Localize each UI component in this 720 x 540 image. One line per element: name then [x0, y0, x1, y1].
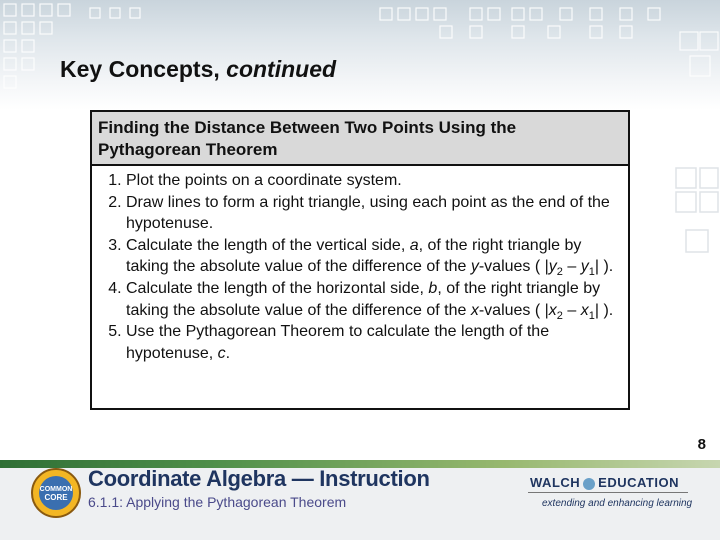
- lesson-subtitle: 6.1.1: Applying the Pythagorean Theorem: [88, 494, 347, 510]
- step-5-end: .: [225, 344, 231, 362]
- common-core-badge-icon: [30, 467, 82, 519]
- svg-text:COMMON: COMMON: [39, 486, 73, 493]
- step-item: [126, 192, 618, 235]
- slide-title-continued: continued: [226, 56, 337, 82]
- step-4-x2: x: [548, 301, 557, 319]
- step-3-end: | ).: [594, 258, 614, 276]
- step-4-var-x: x: [470, 301, 479, 319]
- course-title: Coordinate Algebra — Instruction: [88, 466, 430, 491]
- concept-box-header: [92, 112, 628, 166]
- publisher-logo-dot-icon: [583, 478, 595, 490]
- publisher-name-right: EDUCATION: [598, 475, 679, 490]
- step-3-y2: y: [548, 258, 557, 276]
- slide-title: [60, 56, 336, 83]
- step-item: [126, 170, 618, 192]
- slide-title-main: Key Concepts,: [60, 56, 227, 82]
- publisher-tagline: extending and enhancing learning: [542, 498, 693, 509]
- step-4-text-b: , of the right triangle by taking the absolute value of the difference of the: [126, 279, 601, 319]
- step-3-text-c: -values ( |: [478, 258, 549, 276]
- concept-header-line-2: Pythagorean Theorem: [98, 140, 278, 159]
- step-item: [126, 235, 618, 278]
- step-3-sub-2: 2: [556, 266, 563, 279]
- publisher-name-left: WALCH: [530, 475, 581, 490]
- step-item: [126, 321, 618, 364]
- concept-header-line-1: Finding the Distance Between Two Points Using the: [98, 118, 517, 137]
- step-3-minus: –: [562, 258, 581, 276]
- page-number: 8: [697, 436, 706, 453]
- step-3-var-y: y: [470, 258, 479, 276]
- step-5-var-c: c: [217, 344, 226, 362]
- step-4-text-a: Calculate the length of the horizontal side,: [126, 279, 429, 297]
- step-2-text: Draw lines to form a right triangle, using each point as the end of the hypotenuse.: [126, 193, 610, 233]
- step-4-minus: –: [562, 301, 581, 319]
- step-3-sub-1: 1: [588, 266, 595, 279]
- step-4-var-b: b: [428, 279, 438, 297]
- step-3-var-a: a: [409, 236, 419, 254]
- step-1-text: Plot the points on a coordinate system.: [126, 172, 402, 189]
- side-square-decoration: [670, 160, 720, 280]
- step-3-y1: y: [580, 258, 589, 276]
- step-4-sub-2: 2: [556, 309, 563, 322]
- step-4-x1: x: [580, 301, 589, 319]
- step-4-text-c: -values ( |: [478, 301, 549, 319]
- publisher-logo: [530, 475, 679, 490]
- steps-list: [92, 166, 628, 364]
- step-item: [126, 278, 618, 321]
- grid-pattern-decoration: [0, 0, 720, 110]
- svg-text:CORE: CORE: [44, 493, 68, 502]
- step-3-text-b: , of the right triangle by taking the absolute value of the difference of the: [126, 236, 582, 276]
- publisher-divider: [528, 492, 688, 493]
- step-5-text-a: Use the Pythagorean Theorem to calculate the length of the hypotenuse,: [126, 323, 550, 362]
- key-concept-box: [90, 110, 630, 410]
- step-3-text-a: Calculate the length of the vertical side,: [126, 236, 410, 254]
- step-4-sub-1: 1: [588, 309, 595, 322]
- step-4-end: | ).: [594, 301, 614, 319]
